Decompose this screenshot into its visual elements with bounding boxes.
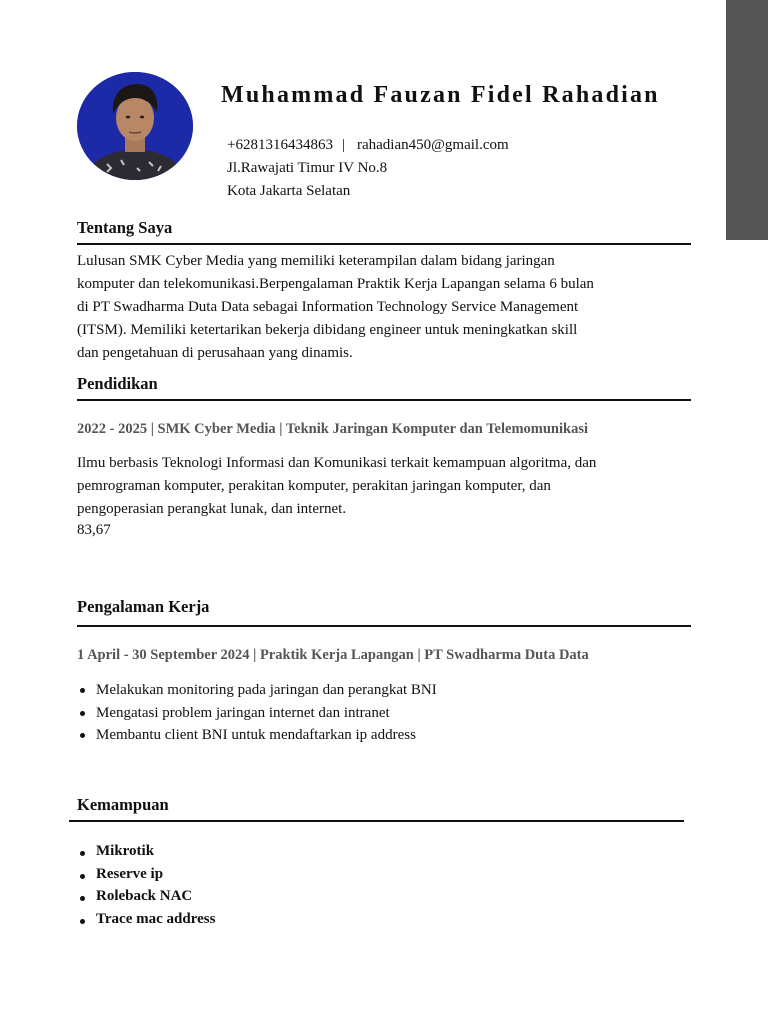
about-line: di PT Swadharma Duta Data sebagai Information Technology Service Management	[77, 299, 579, 315]
bullet-icon	[80, 896, 85, 901]
bullet-icon	[80, 919, 85, 924]
list-item	[77, 840, 215, 863]
address-line-1: Jl.Rawajati Timur IV No.8	[227, 160, 388, 176]
bullet-icon	[80, 711, 85, 716]
address-line-2: Kota Jakarta Selatan	[227, 183, 351, 199]
list-item	[77, 702, 437, 725]
section-title-skills: Kemampuan	[77, 795, 169, 814]
profile-photo	[77, 72, 193, 180]
about-line: dan pengetahuan di perusahaan yang dinamis.	[77, 345, 353, 361]
contact-line	[227, 137, 509, 154]
bullet-icon	[80, 688, 85, 693]
applicant-name: Muhammad Fauzan Fidel Rahadian	[221, 82, 660, 108]
experience-entry-heading: 1 April - 30 September 2024 | Praktik Kerja Lapangan | PT Swadharma Duta Data	[77, 647, 589, 663]
about-line: komputer dan telekomunikasi.Berpengalaman Praktik Kerja Lapangan selama 6 bulan	[77, 276, 594, 292]
email-address[interactable]: rahadian450@gmail.com	[356, 137, 509, 153]
list-item-text: Trace mac address	[96, 910, 216, 927]
list-item	[77, 885, 215, 908]
education-entry-heading: 2022 - 2025 | SMK Cyber Media | Teknik Jaringan Komputer dan Telemomunikasi	[77, 421, 589, 437]
education-line: pengoperasian perangkat lunak, dan internet.	[77, 501, 347, 517]
list-item-text: Melakukan monitoring pada jaringan dan perangkat BNI	[96, 682, 437, 698]
section-divider	[77, 625, 691, 627]
section-divider	[69, 820, 684, 822]
phone-number[interactable]: +6281316434863	[227, 137, 333, 153]
contact-separator: |	[341, 137, 345, 153]
section-title-experience: Pengalaman Kerja	[77, 597, 210, 616]
experience-list	[77, 679, 437, 747]
section-title-about: Tentang Saya	[77, 218, 173, 237]
section-title-education: Pendidikan	[77, 374, 158, 393]
list-item	[77, 863, 215, 886]
section-divider	[77, 399, 691, 401]
bullet-icon	[80, 874, 85, 879]
list-item-text: Mengatasi problem jaringan internet dan intranet	[96, 704, 390, 721]
list-item-text: Membantu client BNI untuk mendaftarkan ip address	[96, 727, 416, 743]
list-item-text: Roleback NAC	[96, 888, 193, 904]
list-item-text: Reserve ip	[96, 865, 164, 882]
about-line: Lulusan SMK Cyber Media yang memiliki keterampilan dalam bidang jaringan	[77, 253, 555, 269]
education-line: Ilmu berbasis Teknologi Informasi dan Komunikasi terkait kemampuan algoritma, dan	[77, 455, 597, 471]
section-divider	[77, 243, 691, 245]
skills-list	[77, 840, 215, 930]
list-item	[77, 724, 437, 747]
person-portrait-icon	[77, 72, 193, 180]
list-item	[77, 679, 437, 702]
education-line: pemrograman komputer, perakitan komputer, perakitan jaringan komputer, dan	[77, 478, 551, 494]
bullet-icon	[80, 733, 85, 738]
about-line: (ITSM). Memiliki ketertarikan bekerja dibidang engineer untuk meningkatkan skill	[77, 322, 578, 338]
list-item	[77, 908, 215, 931]
education-description	[77, 452, 655, 521]
education-score: 83,67	[77, 522, 111, 538]
list-item-text: Mikrotik	[96, 843, 155, 859]
about-paragraph	[77, 250, 655, 365]
scrollbar-thumb[interactable]	[726, 0, 768, 240]
bullet-icon	[80, 851, 85, 856]
